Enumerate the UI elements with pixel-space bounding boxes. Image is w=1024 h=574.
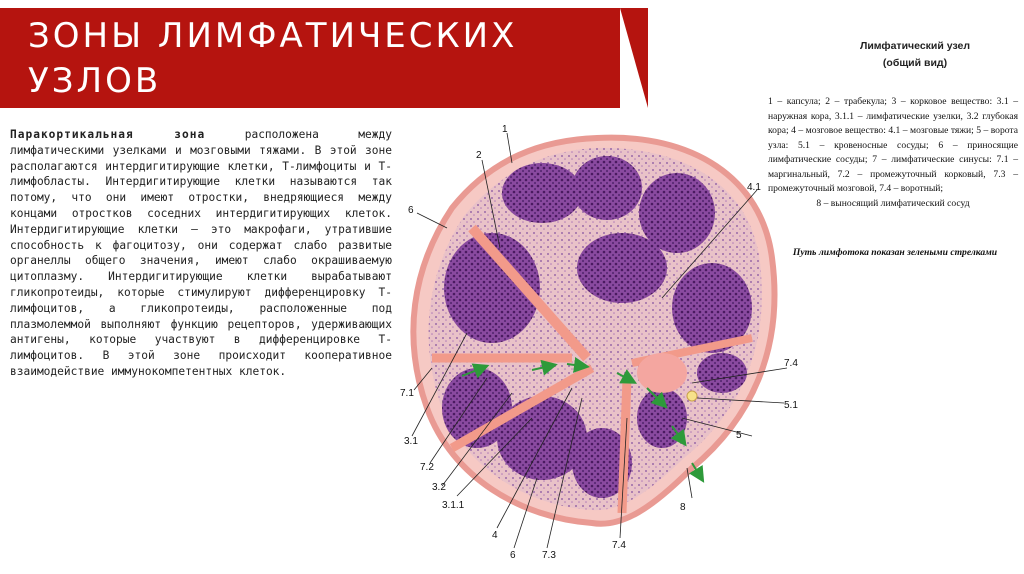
- legend-last-item: 8 – выносящий лимфатический сосуд: [816, 197, 970, 209]
- label-4-1: 4.1: [747, 182, 761, 193]
- body-paragraph: [10, 127, 392, 380]
- lymph-node-illustration: [392, 118, 832, 574]
- label-2: 2: [476, 150, 482, 161]
- label-3-1: 3.1: [404, 436, 418, 447]
- lymph-flow-note: Путь лимфотока показан зелеными стрелками: [792, 247, 998, 258]
- figure-caption: [850, 38, 980, 72]
- label-6b: 6: [510, 550, 516, 561]
- label-1: 1: [502, 124, 508, 135]
- body-text: расположена между лимфатическими узелками и мозговыми тяжами. В этой зоне располагаются интердигитирующие клетки, Т-лимфоциты и Т-лимфобласты. Интердигитирующие клетки называются так потому, что они имеют отростки, внедряющиеся между концами отростков соседних интердигитирующих клеток. Интердигитирующие клетки – это макрофаги, утратившие способность к фагоцитозу, они содержат слабо развитые органеллы общего значения, имеют слабо окрашиваемую цитоплазму. Интердигитирующие клетки вырабатывают гликопротеиды, которые стимулируют дифференцировку Т-лимфоцитов, а гликопротеиды, расположенные под плазмолеммой выполняют функцию рецепторов, удерживающих антигены, которые участвуют в дифференцировке Т-лимфоцитов. В этой зоне происходит кооперативное взаимодействие иммунокомпетентных клеток.: [10, 128, 392, 378]
- label-3-1-1: 3.1.1: [442, 500, 465, 511]
- label-8: 8: [680, 502, 686, 513]
- figure-caption-line1: Лимфатический узел: [859, 40, 971, 52]
- slide-title-line2: УЗЛОВ: [28, 61, 162, 101]
- figure-legend: [768, 95, 1018, 211]
- label-3-2: 3.2: [432, 482, 446, 493]
- label-7-4b: 7.4: [612, 540, 626, 551]
- label-5-1: 5.1: [784, 400, 798, 411]
- label-7-2: 7.2: [420, 462, 434, 473]
- label-4: 4: [492, 530, 498, 541]
- label-7-3: 7.3: [542, 550, 556, 561]
- label-7-1: 7.1: [400, 388, 414, 399]
- slide-title: [28, 14, 608, 104]
- title-banner-corner: [620, 8, 648, 108]
- legend-text: 1 – капсула; 2 – трабекула; 3 – корковое вещество: 3.1 – наружная кора, 3.1.1 – лимфатические узелки, 3.2 глубокая кора; 4 – мозговое вещество: 4.1 – мозговые тяжи; 5 – ворота узла: 5.1 – кровеносные сосуды; 6 – приносящие лимфатические сосуды; 7 – лимфатические синусы: 7.1 – маргинальный, 7.2 – промежуточный корковый, 7.3 – промежуточный мозговой, 7.4 – воротный;: [768, 96, 1018, 194]
- lymph-node-section: [400, 124, 798, 561]
- slide-title-line1: ЗОНЫ ЛИМФАТИЧЕСКИХ: [28, 16, 518, 56]
- label-6a: 6: [408, 205, 414, 216]
- label-5: 5: [736, 430, 742, 441]
- label-7-4: 7.4: [784, 358, 798, 369]
- body-lead-term: Паракортикальная зона: [10, 128, 206, 141]
- figure-caption-line2: (общий вид): [882, 57, 948, 69]
